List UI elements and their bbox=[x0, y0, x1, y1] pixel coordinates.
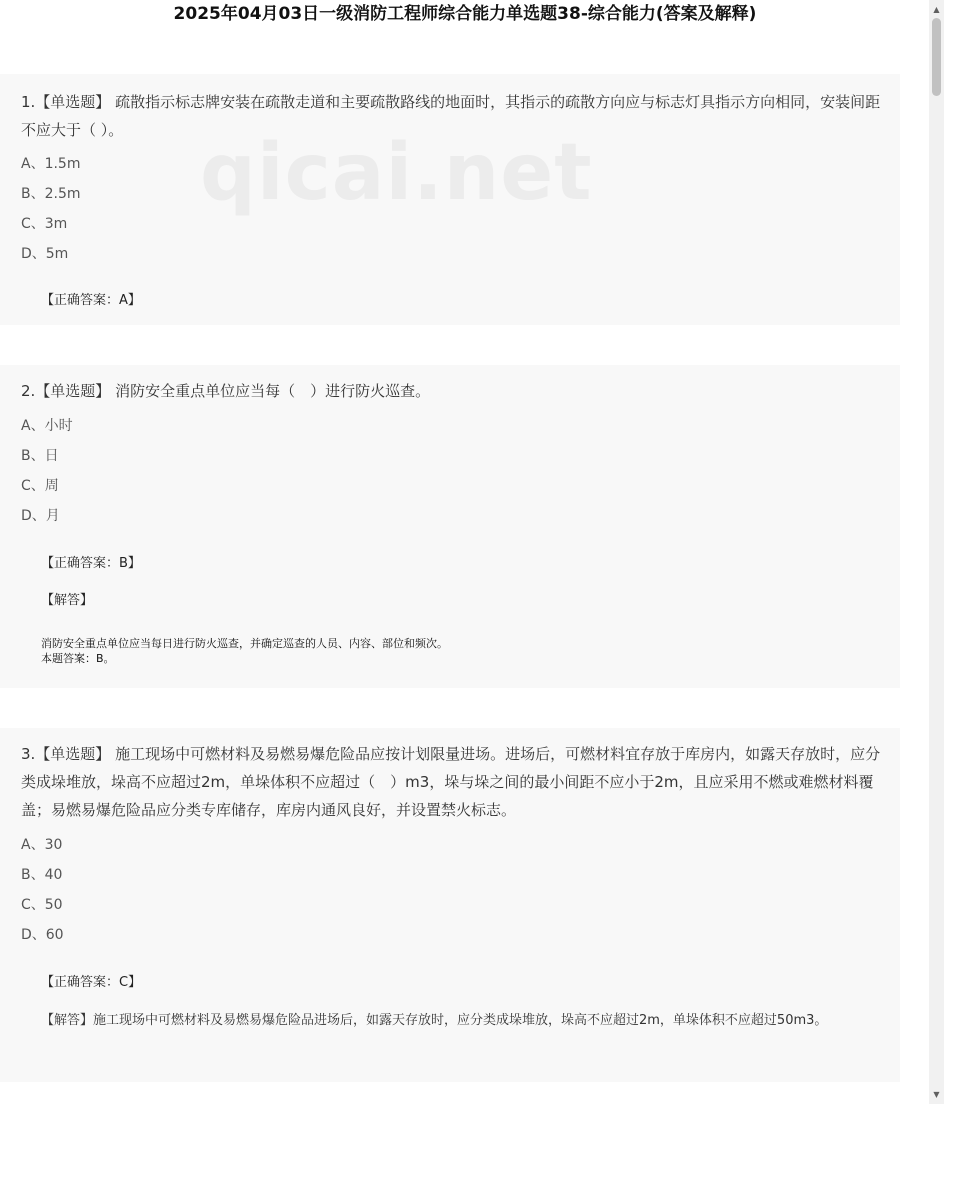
correct-answer: 【正确答案：A】 bbox=[41, 293, 141, 308]
scrollbar-thumb[interactable] bbox=[932, 18, 941, 96]
question-stem: 1.【单选题】 疏散指示标志牌安装在疏散走道和主要疏散路线的地面时，其指示的疏散方向应与标志灯具指示方向相同，安装间距不应大于（ ）。 bbox=[21, 93, 881, 139]
option-b: B、日 bbox=[21, 448, 59, 464]
analysis-text: 消防安全重点单位应当每日进行防火巡查，并确定巡查的人员、内容、部位和频次。 bbox=[41, 637, 448, 650]
vertical-scrollbar[interactable] bbox=[929, 0, 944, 1104]
option-a: A、30 bbox=[21, 837, 63, 853]
correct-answer: 【正确答案：B】 bbox=[41, 556, 141, 571]
option-c: C、周 bbox=[21, 478, 59, 494]
option-c: C、50 bbox=[21, 897, 63, 913]
question-card bbox=[0, 728, 900, 1082]
option-b: B、40 bbox=[21, 867, 63, 883]
option-b: B、2.5m bbox=[21, 186, 81, 202]
page-title: 2025年04月03日一级消防工程师综合能力单选题38-综合能力(答案及解释) bbox=[173, 4, 757, 24]
question-stem: 3.【单选题】 施工现场中可燃材料及易燃易爆危险品应按计划限量进场。进场后，可燃材料宜存放于库房内，如露天存放时，应分类成垛堆放，垛高不应超过2m，单垛体积不应超过（ ）m3，垛与垛之间的最小间距不应小于2m，且应采用不燃或难燃材料覆盖；易燃易爆危险品应分类专库储存，库房内通风良好，并设置禁火标志。 bbox=[21, 745, 881, 819]
option-c: C、3m bbox=[21, 216, 68, 232]
watermark: qicai.net bbox=[200, 128, 593, 218]
correct-answer: 【正确答案：C】 bbox=[41, 975, 142, 990]
option-a: A、1.5m bbox=[21, 156, 81, 172]
question-card bbox=[0, 74, 900, 325]
option-d: D、5m bbox=[21, 246, 69, 262]
analysis-label: 【解答】 bbox=[41, 593, 94, 608]
question-card bbox=[0, 365, 900, 688]
scroll-down-arrow-icon[interactable]: ▼ bbox=[933, 1090, 940, 1099]
analysis-text: 【解答】施工现场中可燃材料及易燃易爆危险品进场后，如露天存放时，应分类成垛堆放，垛高不应超过2m，单垛体积不应超过50m3。 bbox=[41, 1013, 828, 1028]
option-a: A、小时 bbox=[21, 418, 73, 434]
option-d: D、60 bbox=[21, 927, 64, 943]
option-d: D、月 bbox=[21, 508, 60, 524]
question-stem: 2.【单选题】 消防安全重点单位应当每（ ）进行防火巡查。 bbox=[21, 382, 431, 400]
analysis-text: 本题答案：B。 bbox=[41, 652, 115, 665]
scroll-up-arrow-icon[interactable]: ▲ bbox=[933, 5, 940, 14]
